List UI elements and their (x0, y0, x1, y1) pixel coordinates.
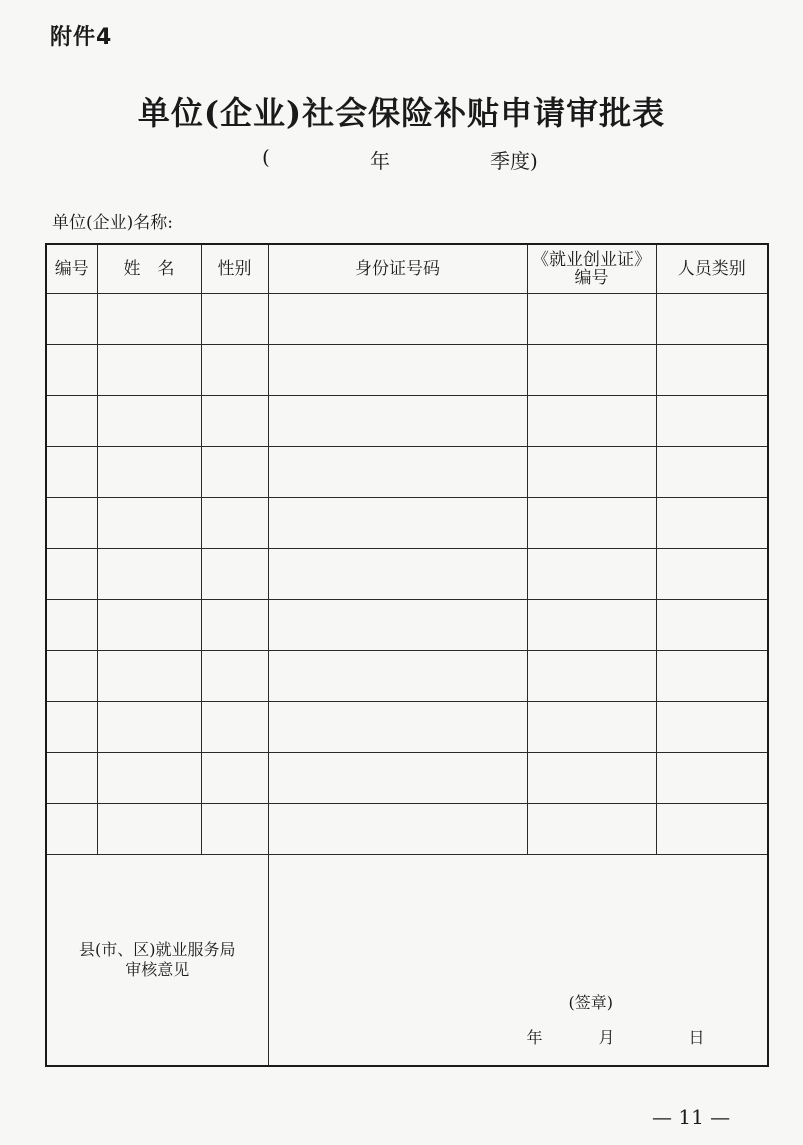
header-gender: 性别 (201, 244, 268, 294)
gender-cell[interactable] (201, 804, 268, 855)
employment-cert-cell[interactable] (527, 804, 656, 855)
id-number-cell[interactable] (268, 549, 527, 600)
gender-cell[interactable] (201, 345, 268, 396)
person-category-cell[interactable] (656, 498, 768, 549)
table-row (46, 498, 768, 549)
period-quarter-label: 季度) (490, 149, 538, 173)
number-cell[interactable] (46, 447, 97, 498)
person-category-cell[interactable] (656, 294, 768, 345)
person-category-cell[interactable] (656, 651, 768, 702)
unit-name-label: 单位(企业)名称: (52, 213, 173, 233)
employment-cert-cell[interactable] (527, 294, 656, 345)
name-cell[interactable] (97, 702, 201, 753)
table-row (46, 804, 768, 855)
number-cell[interactable] (46, 549, 97, 600)
review-label-line2: 审核意见 (125, 960, 190, 979)
number-cell[interactable] (46, 600, 97, 651)
number-cell[interactable] (46, 294, 97, 345)
employment-cert-cell[interactable] (527, 600, 656, 651)
name-cell[interactable] (97, 753, 201, 804)
number-cell[interactable] (46, 753, 97, 804)
id-number-cell[interactable] (268, 294, 527, 345)
review-row (46, 855, 768, 1067)
application-table (45, 243, 769, 1067)
person-category-cell[interactable] (656, 753, 768, 804)
review-opinion-field[interactable] (268, 855, 768, 1067)
gender-cell[interactable] (201, 447, 268, 498)
seal-label: (签章) (568, 993, 613, 1012)
name-cell[interactable] (97, 345, 201, 396)
person-category-cell[interactable] (656, 396, 768, 447)
person-category-cell[interactable] (656, 447, 768, 498)
date-month-label: 月 (598, 1028, 615, 1047)
header-row (46, 244, 768, 294)
header-employment-cert: 《就业创业证》编号 (527, 244, 656, 294)
gender-cell[interactable] (201, 396, 268, 447)
gender-cell[interactable] (201, 753, 268, 804)
page-title: 单位(企业)社会保险补贴申请审批表 (137, 94, 666, 132)
person-category-cell[interactable] (656, 345, 768, 396)
number-cell[interactable] (46, 651, 97, 702)
review-label-line1: 县(市、区)就业服务局 (79, 940, 236, 959)
review-label-cell (46, 855, 268, 1067)
id-number-cell[interactable] (268, 498, 527, 549)
person-category-cell[interactable] (656, 804, 768, 855)
name-cell[interactable] (97, 549, 201, 600)
employment-cert-cell[interactable] (527, 345, 656, 396)
id-number-cell[interactable] (268, 804, 527, 855)
id-number-cell[interactable] (268, 600, 527, 651)
period-open-paren: ( (262, 145, 270, 169)
date-year-label: 年 (526, 1028, 543, 1047)
header-id-number: 身份证号码 (268, 244, 527, 294)
number-cell[interactable] (46, 396, 97, 447)
table-row (46, 651, 768, 702)
number-cell[interactable] (46, 345, 97, 396)
table-row (46, 447, 768, 498)
employment-cert-cell[interactable] (527, 702, 656, 753)
person-category-cell[interactable] (656, 600, 768, 651)
id-number-cell[interactable] (268, 447, 527, 498)
person-category-cell[interactable] (656, 702, 768, 753)
gender-cell[interactable] (201, 549, 268, 600)
page-number: — 11 — (652, 1105, 731, 1129)
table-row (46, 345, 768, 396)
header-person-category: 人员类别 (656, 244, 768, 294)
id-number-cell[interactable] (268, 396, 527, 447)
period-year-label: 年 (370, 149, 390, 173)
id-number-cell[interactable] (268, 651, 527, 702)
name-cell[interactable] (97, 651, 201, 702)
employment-cert-cell[interactable] (527, 447, 656, 498)
period-line (262, 145, 562, 175)
name-cell[interactable] (97, 498, 201, 549)
table-row (46, 549, 768, 600)
id-number-cell[interactable] (268, 345, 527, 396)
number-cell[interactable] (46, 702, 97, 753)
number-cell[interactable] (46, 804, 97, 855)
employment-cert-cell[interactable] (527, 498, 656, 549)
employment-cert-cell[interactable] (527, 549, 656, 600)
name-cell[interactable] (97, 396, 201, 447)
gender-cell[interactable] (201, 498, 268, 549)
name-cell[interactable] (97, 447, 201, 498)
employment-cert-cell[interactable] (527, 396, 656, 447)
employment-cert-cell[interactable] (527, 753, 656, 804)
date-day-label: 日 (688, 1028, 705, 1047)
table-row (46, 600, 768, 651)
table-row (46, 702, 768, 753)
header-number: 编号 (46, 244, 97, 294)
person-category-cell[interactable] (656, 549, 768, 600)
name-cell[interactable] (97, 294, 201, 345)
gender-cell[interactable] (201, 600, 268, 651)
attachment-label: 附件4 (50, 25, 113, 50)
header-name: 姓 名 (97, 244, 201, 294)
table-row (46, 294, 768, 345)
number-cell[interactable] (46, 498, 97, 549)
name-cell[interactable] (97, 600, 201, 651)
gender-cell[interactable] (201, 651, 268, 702)
gender-cell[interactable] (201, 702, 268, 753)
id-number-cell[interactable] (268, 702, 527, 753)
gender-cell[interactable] (201, 294, 268, 345)
employment-cert-cell[interactable] (527, 651, 656, 702)
name-cell[interactable] (97, 804, 201, 855)
table-row (46, 753, 768, 804)
id-number-cell[interactable] (268, 753, 527, 804)
table-row (46, 396, 768, 447)
